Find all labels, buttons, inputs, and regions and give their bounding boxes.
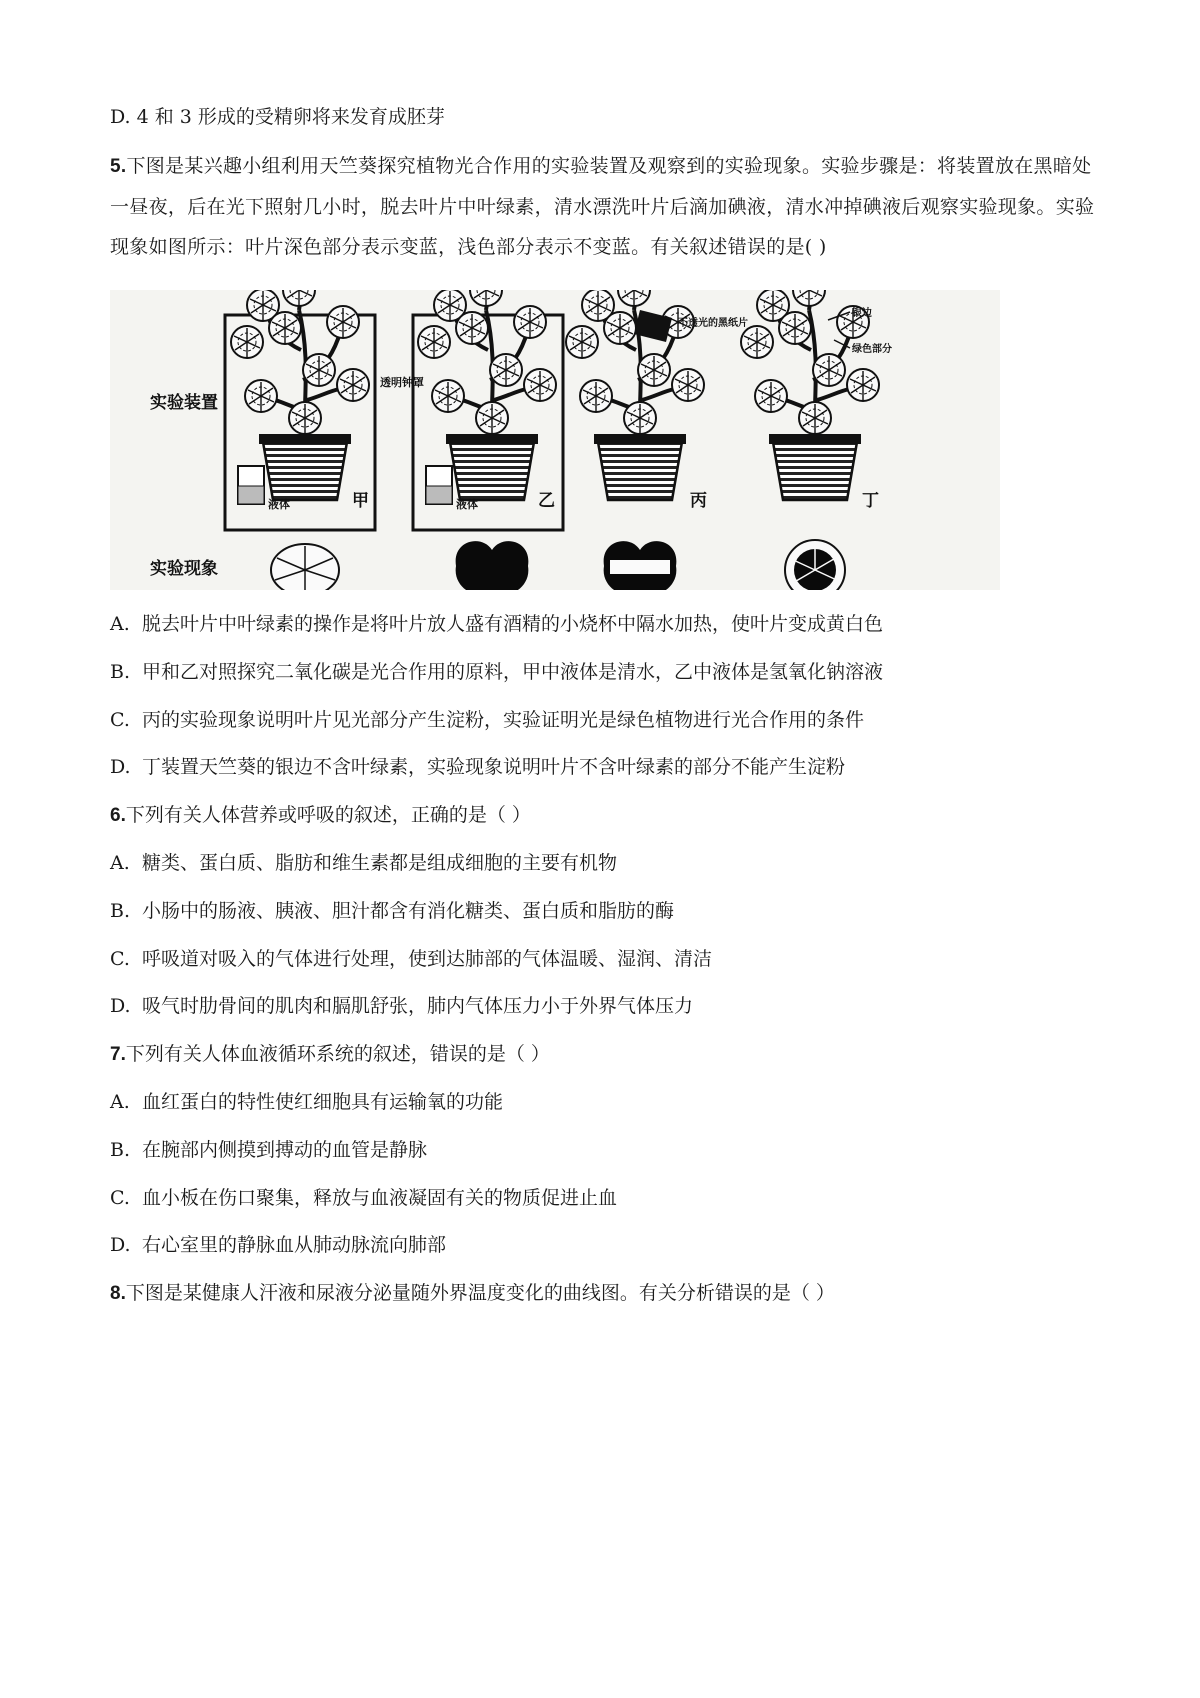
q6-option-d: D. 吸气时肋骨间的肌肉和膈肌舒张，肺内气体压力小于外界气体压力 — [110, 995, 694, 1017]
q7-number: 7. — [110, 1044, 126, 1065]
panel-jia — [225, 290, 375, 530]
panel-ding — [741, 290, 892, 511]
result-leaf-bing — [604, 541, 677, 590]
q6-option-a: A. 糖类、蛋白质、脂肪和维生素都是组成细胞的主要有机物 — [110, 852, 618, 874]
q6-question — [110, 803, 531, 828]
q5-option-c: C. 丙的实验现象说明叶片见光部分产生淀粉，实验证明光是绿色植物进行光合作用的条件 — [110, 709, 865, 731]
green-part-label: 绿色部分 — [852, 344, 892, 355]
q4-option-d: D. 4 和 3 形成的受精卵将来发育成胚芽 — [110, 106, 445, 128]
q7-stem: 下列有关人体血液循环系统的叙述，错误的是（ ） — [125, 1043, 550, 1065]
silver-edge-label: 银边 — [852, 308, 872, 319]
q5-question — [110, 146, 1100, 267]
result-leaf-ding — [785, 540, 845, 590]
q5-option-b: B. 甲和乙对照探究二氧化碳是光合作用的原料，甲中液体是清水，乙中液体是氢氧化钠溶液 — [110, 661, 884, 683]
q7-option-c: C. 血小板在伤口聚集，释放与血液凝固有关的物质促进止血 — [110, 1187, 618, 1209]
panel-yi — [413, 290, 563, 530]
q7-option-a: A. 血红蛋白的特性使红细胞具有运输氧的功能 — [110, 1091, 504, 1113]
result-leaf-yi — [456, 541, 529, 590]
row-label-device: 实验装置 — [150, 393, 218, 413]
q8-question — [110, 1281, 835, 1306]
panel-label-yi: 乙 — [538, 491, 555, 511]
q5-option-d: D. 丁装置天竺葵的银边不含叶绿素，实验现象说明叶片不含叶绿素的部分不能产生淀粉 — [110, 756, 846, 778]
q8-number: 8. — [110, 1283, 126, 1304]
q6-stem: 下列有关人体营养或呼吸的叙述，正确的是（ ） — [125, 804, 531, 826]
bell-jar-label: 透明钟罩 — [380, 376, 424, 389]
q6-option-b: B. 小肠中的肠液、胰液、胆汁都含有消化糖类、蛋白质和脂肪的酶 — [110, 900, 675, 922]
panel-label-ding: 丁 — [862, 491, 879, 511]
q5-option-a: A. 脱去叶片中叶绿素的操作是将叶片放人盛有酒精的小烧杯中隔水加热，使叶片变成黄白色 — [110, 613, 884, 635]
liquid-label-jia: 液体 — [268, 498, 290, 511]
q6-option-c: C. 呼吸道对吸入的气体进行处理，使到达肺部的气体温暖、湿润、清洁 — [110, 948, 713, 970]
q6-number: 6. — [110, 805, 126, 826]
q7-option-d: D. 右心室里的静脉血从肺动脉流向肺部 — [110, 1234, 447, 1256]
panel-label-jia: 甲 — [352, 491, 369, 511]
photosynthesis-experiment-figure — [110, 290, 1000, 590]
black-paper-label: 不透光的黑纸片 — [678, 318, 748, 329]
result-leaf-jia — [271, 544, 339, 590]
q7-question — [110, 1042, 550, 1067]
q5-number: 5. — [110, 156, 127, 177]
q5-stem: 下图是某兴趣小组利用天竺葵探究植物光合作用的实验装置及观察到的实验现象。实验步骤是：将装置放在黑暗处一昼夜，后在光下照射几小时，脱去叶片中叶绿素，清水漂洗叶片后滴加碘液，清水冲掉碘液后观察实验现象。实验现象如图所示：叶片深色部分表示变蓝，浅色部分表示不变蓝。有关叙述错误的是( ) — [110, 155, 1095, 258]
row-label-result: 实验现象 — [150, 559, 218, 579]
panel-label-bing: 丙 — [690, 491, 707, 511]
q8-stem: 下图是某健康人汗液和尿液分泌量随外界温度变化的曲线图。有关分析错误的是（ ） — [125, 1282, 835, 1304]
liquid-label-yi: 液体 — [456, 498, 478, 511]
panel-bing — [566, 290, 748, 511]
q7-option-b: B. 在腕部内侧摸到搏动的血管是静脉 — [110, 1139, 428, 1161]
